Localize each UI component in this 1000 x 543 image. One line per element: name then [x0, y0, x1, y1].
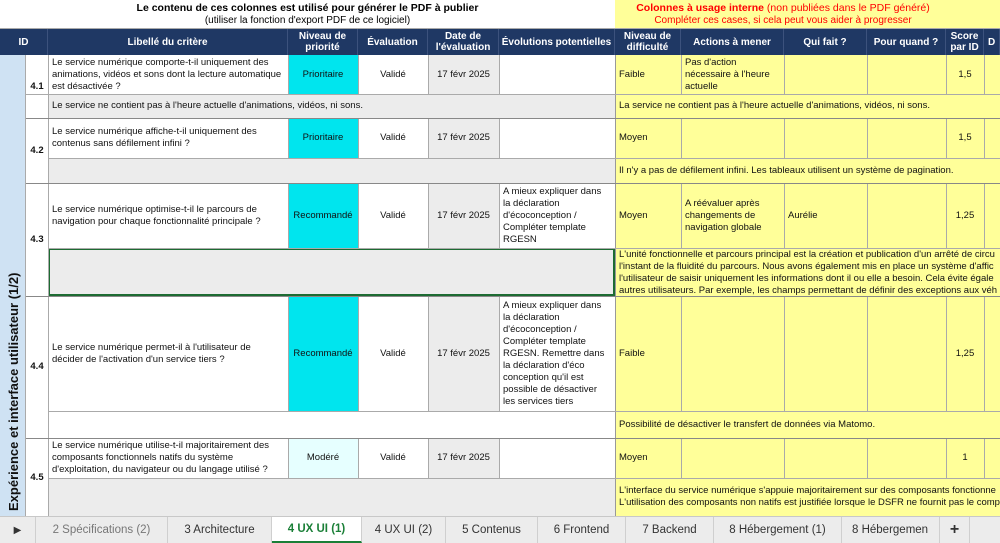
tab-hebergement-2[interactable]: 8 Hébergemen	[842, 517, 940, 543]
quand-4-3[interactable]	[867, 183, 946, 248]
plus-icon: +	[949, 521, 960, 538]
row-id-4-1[interactable]: 4.1	[30, 80, 44, 92]
quand-4-5[interactable]	[867, 438, 946, 478]
tab-contenus[interactable]: 5 Contenus	[446, 517, 538, 543]
difficulte-4-4[interactable]: Faible	[619, 347, 645, 359]
date-4-2[interactable]: 17 févr 2025	[428, 118, 499, 158]
justif-right-4-3-line4: autres utilisateurs. Par exemple, les champs permettant de définir des exceptions aux véh	[619, 285, 998, 296]
justif-4-5[interactable]	[48, 478, 615, 517]
evaluation-4-1[interactable]: Validé	[380, 68, 406, 80]
qui-4-2[interactable]	[784, 118, 867, 158]
justif-right-4-5-line2: L'utilisation des composants non natifs est justifiée lorsque le DSFR ne fournit pas le comp	[619, 497, 1000, 508]
banner-left	[0, 0, 615, 29]
justif-right-4-3-line3: l'utilisateur de saisir uniquement les informations dont il ou elle a besoin. Cela évite égale	[619, 273, 994, 284]
evolutions-4-5[interactable]	[499, 438, 615, 478]
qui-4-1[interactable]	[784, 55, 867, 94]
quand-4-4[interactable]	[867, 296, 946, 411]
header-actions[interactable]: Actions à mener	[681, 29, 784, 55]
evolutions-4-2[interactable]	[499, 118, 615, 158]
row-id-4-4[interactable]: 4.4	[30, 361, 44, 372]
header-id[interactable]: ID	[0, 29, 48, 55]
evolutions-4-3[interactable]: A mieux expliquer dans la déclaration d'écoconception / Compléter template RGESN	[503, 185, 602, 245]
header-libelle[interactable]: Libellé du critère	[48, 29, 288, 55]
justif-right-4-3-line1: L'unité fonctionnelle et parcours principal est la création et publication d'un arrêté de circu	[619, 249, 995, 260]
qui-4-3[interactable]: Aurélie	[788, 209, 818, 221]
score-4-1[interactable]: 1,5	[958, 68, 972, 80]
priorite-4-5[interactable]: Modéré	[288, 438, 358, 478]
add-sheet-button[interactable]	[940, 517, 970, 543]
evolutions-4-4[interactable]: A mieux expliquer dans la déclaration d'écoconception / Compléter template RGESN. Remettre dans la déclaration d'éco conception qu'il est possible de désactiver les services tiers	[503, 299, 605, 407]
qui-4-4[interactable]	[784, 296, 867, 411]
libelle-4-2[interactable]: Le service numérique affiche-t-il uniquement des contenus sans défilement infini ?	[52, 126, 257, 149]
banner-left-line2: (utiliser la fonction d'export PDF de ce logiciel)	[204, 15, 411, 26]
justif-4-3[interactable]	[48, 248, 615, 296]
header-evolutions[interactable]: Évolutions potentielles	[499, 29, 615, 55]
quand-4-1[interactable]	[867, 55, 946, 94]
justif-right-4-3[interactable]	[615, 248, 1000, 296]
tab-specifications-2[interactable]: 2 Spécifications (2)	[36, 517, 168, 543]
banner-right	[615, 0, 1000, 29]
evaluation-4-2[interactable]: Validé	[380, 132, 406, 143]
score-4-3[interactable]: 1,25	[955, 209, 975, 221]
header-extra[interactable]: D	[984, 29, 1000, 55]
justif-right-4-5-line1: L'interface du service numérique s'appuie majoritairement sur des composants fonctionne	[619, 485, 996, 496]
row-id-4-2[interactable]: 4.2	[30, 144, 44, 156]
section-label: Expérience et interface utilisateur (1/2)	[5, 272, 21, 511]
date-4-1[interactable]: 17 févr 2025	[428, 55, 499, 94]
tab-architecture[interactable]: 3 Architecture	[168, 517, 272, 543]
difficulte-4-1[interactable]: Faible	[619, 68, 645, 80]
actions-4-4[interactable]	[681, 296, 784, 411]
evolutions-4-1[interactable]	[499, 55, 615, 94]
header-priorite[interactable]: Niveau de priorité	[288, 29, 358, 55]
header-quand[interactable]: Pour quand ?	[867, 29, 946, 55]
actions-4-3[interactable]: A réévaluer après changements de navigation globale	[685, 197, 762, 233]
score-4-2[interactable]: 1,5	[958, 132, 972, 143]
evaluation-4-3[interactable]: Validé	[380, 209, 406, 221]
justif-right-4-3-line2: l'instant de la fluidité du parcours. Nous avons également mis en place un système d'affic	[619, 261, 994, 272]
qui-4-5[interactable]	[784, 438, 867, 478]
priorite-4-4[interactable]: Recommandé	[288, 296, 358, 411]
actions-4-5[interactable]	[681, 438, 784, 478]
header-date[interactable]: Date de l'évaluation	[428, 29, 499, 55]
justif-right-4-5[interactable]	[615, 478, 1000, 517]
priorite-4-3[interactable]: Recommandé	[288, 183, 358, 248]
play-arrow-icon: ▶	[13, 524, 22, 536]
banner-right-rest: (non publiées dans le PDF généré)	[766, 2, 930, 14]
difficulte-4-3[interactable]: Moyen	[619, 209, 648, 221]
date-4-5[interactable]: 17 févr 2025	[428, 438, 499, 478]
difficulte-4-2[interactable]: Moyen	[619, 132, 648, 143]
header-qui[interactable]: Qui fait ?	[784, 29, 867, 55]
actions-4-1[interactable]: Pas d'action nécessaire à l'heure actuelle	[685, 56, 770, 92]
section-label-cell[interactable]	[0, 55, 26, 517]
tab-ux-ui-1[interactable]: 4 UX UI (1)	[272, 517, 362, 543]
justif-right-4-2[interactable]: Il n'y a pas de défilement infini. Les tableaux utilisent un système de pagination.	[619, 164, 954, 176]
libelle-4-1[interactable]: Le service numérique comporte-t-il uniquement des animations, vidéos et sons dont la lecture automatique est désactivée ?	[52, 56, 282, 92]
tab-frontend[interactable]: 6 Frontend	[538, 517, 626, 543]
priorite-4-2[interactable]: Prioritaire	[288, 118, 358, 158]
row-id-4-3[interactable]: 4.3	[30, 233, 44, 245]
justif-4-4[interactable]	[48, 411, 615, 438]
date-4-3[interactable]: 17 févr 2025	[428, 183, 499, 248]
justif-right-4-4[interactable]: Possibilité de désactiver le transfert de données via Matomo.	[619, 418, 876, 430]
tab-ux-ui-2[interactable]: 4 UX UI (2)	[362, 517, 446, 543]
justif-right-4-1[interactable]: La service ne contient pas à l'heure actuelle d'animations, vidéos, ni sons.	[619, 100, 930, 111]
tab-backend[interactable]: 7 Backend	[626, 517, 714, 543]
justif-4-1[interactable]: Le service ne contient pas à l'heure actuelle d'animations, vidéos, ni sons.	[48, 94, 615, 118]
libelle-4-5[interactable]: Le service numérique utilise-t-il majoritairement des composants fonctionnels natifs du système d'exploitation, du navigateur ou du langage utilisé ?	[52, 440, 270, 475]
justif-4-2[interactable]	[48, 158, 615, 183]
actions-4-2[interactable]	[681, 118, 784, 158]
score-4-4[interactable]: 1,25	[955, 347, 975, 359]
priorite-4-1[interactable]: Prioritaire	[288, 55, 358, 94]
date-4-4[interactable]: 17 févr 2025	[428, 296, 499, 411]
difficulte-4-5[interactable]: Moyen	[619, 452, 648, 463]
libelle-4-4[interactable]: Le service numérique permet-il à l'utilisateur de décider de l'activation d'un service tiers ?	[52, 341, 251, 365]
tab-scroll-button[interactable]	[0, 517, 36, 543]
header-evaluation[interactable]: Évaluation	[358, 29, 428, 55]
banner-right-bold: Colonnes à usage interne	[636, 2, 764, 14]
row-id-4-5[interactable]: 4.5	[30, 471, 44, 483]
header-difficulte[interactable]: Niveau de difficulté	[615, 29, 681, 55]
evaluation-4-5[interactable]: Validé	[380, 452, 406, 463]
score-4-5[interactable]: 1	[962, 452, 968, 463]
banner-right-line2: Compléter ces cases, si cela peut vous aider à progresser	[654, 15, 912, 26]
header-score[interactable]: Score par ID	[946, 29, 984, 55]
evaluation-4-4[interactable]: Validé	[380, 347, 406, 359]
quand-4-2[interactable]	[867, 118, 946, 158]
tab-hebergement-1[interactable]: 8 Hébergement (1)	[714, 517, 842, 543]
libelle-4-3[interactable]: Le service numérique optimise-t-il le parcours de navigation pour chaque fonctionnalité principale ?	[52, 203, 261, 227]
banner-left-line1: Le contenu de ces colonnes est utilisé pour générer le PDF à publier	[136, 2, 479, 14]
